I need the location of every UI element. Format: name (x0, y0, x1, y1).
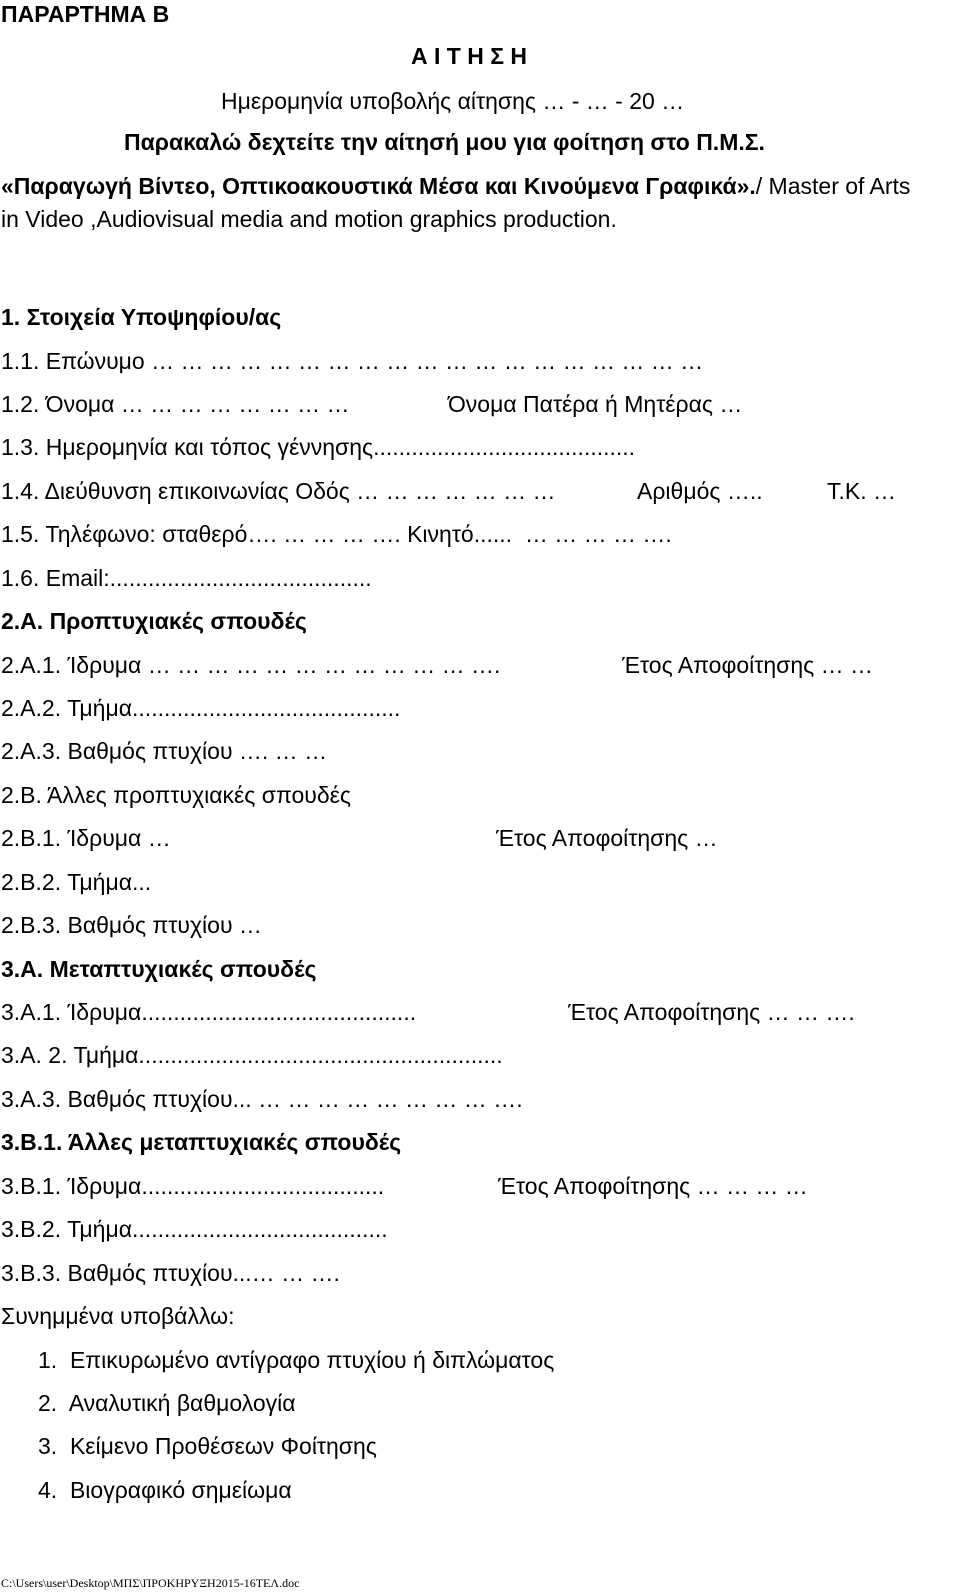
submission-date-line: Ημερομηνία υποβολής αίτησης … - … - 20 … (221, 88, 685, 114)
attachment-item: 4. Βιογραφικό σημείωμα (38, 1477, 292, 1503)
attachments-label: Συνημμένα υποβάλλω: (1, 1303, 235, 1329)
other-postgrad-graduation-year-field: Έτος Αποφοίτησης … … … … (498, 1173, 808, 1199)
postgrad-institution-field: 3.Α.1. Ίδρυμα........................................... (1, 999, 417, 1025)
birth-field: 1.3. Ημερομηνία και τόπος γέννησης......................................... (1, 434, 636, 460)
email-field: 1.6. Email:......................................... (1, 565, 372, 591)
section-2b-heading: 2.Β. Άλλες προπτυχιακές σπουδές (1, 782, 352, 808)
attachment-item: 3. Κείμενο Προθέσεων Φοίτησης (38, 1433, 377, 1459)
program-title-greek: «Παραγωγή Βίντεο, Οπτικοακουστικά Μέσα και Κινούμενα Γραφικά». (1, 173, 756, 199)
parent-name-field: Όνομα Πατέρα ή Μητέρας … (448, 391, 743, 417)
postgrad-department-field: 3.Α. 2. Τμήμα......................................................... (1, 1042, 503, 1068)
attachment-item: 1. Επικυρωμένο αντίγραφο πτυχίου ή διπλώματος (38, 1347, 555, 1373)
section-3a-heading: 3.Α. Μεταπτυχιακές σπουδές (1, 956, 317, 982)
street-number-field: Αριθμός ….. (637, 478, 763, 504)
undergrad-department-field: 2.Α.2. Τμήμα.......................................... (1, 695, 401, 721)
name-field: 1.2. Όνομα … … … … … … … … (1, 391, 350, 417)
other-postgrad-grade-field: 3.Β.3. Βαθμός πτυχίου...… … …. (1, 1260, 340, 1286)
appendix-heading: ΠΑΡΑΡΤΗΜΑ Β (1, 1, 170, 27)
section-1-heading: 1. Στοιχεία Υποψηφίου/ας (1, 304, 282, 330)
postgrad-graduation-year-field: Έτος Αποφοίτησης … … …. (568, 999, 855, 1025)
section-3b-heading: 3.Β.1. Άλλες μεταπτυχιακές σπουδές (1, 1129, 402, 1155)
document-title: Α Ι Τ Η Σ Η (411, 43, 528, 69)
other-undergrad-institution-field: 2.Β.1. Ίδρυμα … (1, 825, 171, 851)
program-title-english: / Master of Arts (755, 173, 911, 199)
attachment-item: 2. Αναλυτική βαθμολογία (38, 1390, 296, 1416)
section-2a-heading: 2.Α. Προπτυχιακές σπουδές (1, 608, 307, 634)
other-postgrad-department-field: 3.Β.2. Τμήμα........................................ (1, 1216, 388, 1242)
postgrad-grade-field: 3.Α.3. Βαθμός πτυχίου... … … … … … … … … …. (1, 1086, 523, 1112)
program-line-2: in Video ,Audiovisual media and motion graphics production. (1, 206, 617, 232)
postal-code-field: Τ.Κ. … (827, 478, 897, 504)
other-postgrad-institution-field: 3.Β.1. Ίδρυμα...................................... (1, 1173, 385, 1199)
undergrad-grade-field: 2.Α.3. Βαθμός πτυχίου …. … … (1, 738, 328, 764)
phone-field: 1.5. Τηλέφωνο: σταθερό…. … … … …. Κινητό...... … … … … …. (1, 521, 672, 547)
undergrad-institution-field: 2.Α.1. Ίδρυμα … … … … … … … … … … … …. (1, 652, 501, 678)
other-undergrad-department-field: 2.Β.2. Τμήμα... (1, 869, 152, 895)
undergrad-graduation-year-field: Έτος Αποφοίτησης … … (622, 652, 874, 678)
footer-file-path: C:\Users\user\Desktop\ΜΠΣ\ΠΡΟΚΗΡΥΞΗ2015-16ΤΕΛ.doc (1, 1576, 300, 1590)
surname-field: 1.1. Επώνυμο … … … … … … … … … … … … … … … … … … … (1, 348, 704, 374)
other-undergrad-graduation-year-field: Έτος Αποφοίτησης … (496, 825, 718, 851)
request-line: Παρακαλώ δεχτείτε την αίτησή μου για φοίτηση στο Π.Μ.Σ. (124, 129, 765, 155)
program-line-1 (1, 175, 910, 198)
other-undergrad-grade-field: 2.Β.3. Βαθμός πτυχίου … (1, 912, 262, 938)
address-field: 1.4. Διεύθυνση επικοινωνίας Οδός … … … … … … … (1, 478, 556, 504)
